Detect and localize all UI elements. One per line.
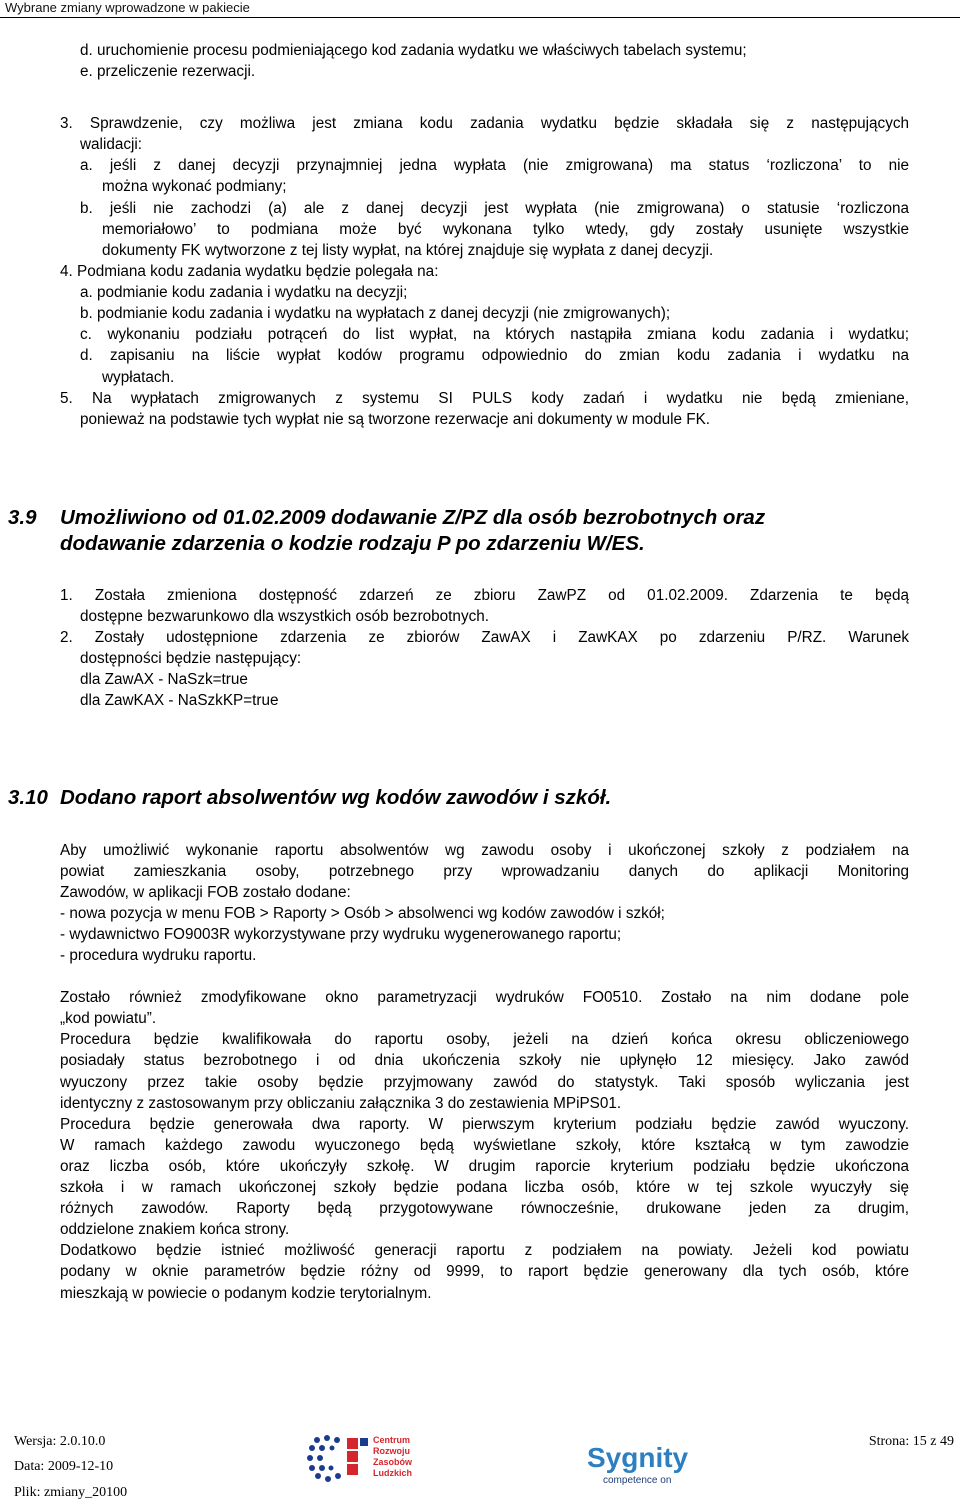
paragraph-line: - nowa pozycja w menu FOB > Raporty > Osób > absolwenci wg kodów zawodów i szkół; xyxy=(60,905,665,922)
footer-version: Wersja: 2.0.10.0 xyxy=(14,1434,106,1449)
paragraph-line: podany w oknie parametrów będzie różny od 9999, to raport będzie generowany dla tych osób, które xyxy=(60,1263,909,1280)
sygnity-logo xyxy=(585,1437,705,1492)
list-item: c. wykonaniu podziału potrąceń do list wypłat, na których nastąpiła zmiana kodu zadania i wydatku; xyxy=(80,326,909,343)
list-item: 3. Sprawdzenie, czy możliwa jest zmiana kodu zadania wydatku będzie składała się z następujących xyxy=(60,115,909,132)
list-item: 5. Na wypłatach zmigrowanych z systemu SI PULS kody zadań i wydatku nie będą zmieniane, xyxy=(60,390,909,407)
paragraph-line: „kod powiatu”. xyxy=(60,1010,157,1027)
sygnity-logo-name: Sygnity xyxy=(587,1442,689,1473)
list-item: wypłatach. xyxy=(102,369,175,386)
footer-page-number: Strona: 15 z 49 xyxy=(868,1434,954,1449)
list-item: ponieważ na podstawie tych wypłat nie są tworzone rezerwacje ani dokumenty w module FK. xyxy=(80,411,711,428)
paragraph-line: Procedura będzie kwalifikowała do raportu osoby, jeżeli na dzień końca okresu obliczeniowego xyxy=(60,1031,909,1048)
paragraph-line: oddzielone znakiem końca strony. xyxy=(60,1221,290,1238)
paragraph-line: Aby umożliwić wykonanie raportu absolwentów wg zawodu osoby i ukończonej szkoły z podziałem na xyxy=(60,842,909,859)
list-item: walidacji: xyxy=(80,136,143,153)
paragraph-line: mieszkają w powiecie o podanym kodzie terytorialnym. xyxy=(60,1285,432,1302)
paragraph-line: wyuczony przez takie osoby będzie przyjmowany zawód do statystyk. Taki sposób wyliczania jest xyxy=(60,1074,909,1091)
list-item: e. przeliczenie rezerwacji. xyxy=(80,63,256,80)
paragraph-line: identyczny z zastosowanym przy obliczaniu załącznika 3 do zestawienia MPiPS01. xyxy=(60,1095,622,1112)
paragraph-line: - procedura wydruku raportu. xyxy=(60,947,257,964)
paragraph-line: posiadały status bezrobotnego i od dnia ukończenia szkoły nie upłynęło 12 miesięcy. Jako zawód xyxy=(60,1052,909,1069)
sygnity-logo-icon xyxy=(585,1437,705,1492)
crzl-logo xyxy=(305,1432,435,1488)
list-item: dla ZawAX - NaSzk=true xyxy=(80,671,248,688)
paragraph-line: - wydawnictwo FO9003R wykorzystywane przy wydruku wygenerowanego raportu; xyxy=(60,926,622,943)
list-item: 2. Zostały udostępnione zdarzenia ze zbiorów ZawAX i ZawKAX po zdarzeniu P/RZ. Warunek xyxy=(60,629,909,646)
paragraph-line: W ramach każdego zawodu wyuczonego będą wyświetlane szkoły, które kształcą w tym zawodzie xyxy=(60,1137,909,1154)
footer-file: Plik: zmiany_20100 xyxy=(14,1485,128,1500)
crzl-logo-word: Ludzkich xyxy=(373,1468,413,1478)
list-item: d. zapisaniu na liście wypłat kodów programu odpowiednio do zmian kodu zadania i wydatku na xyxy=(80,347,909,364)
list-item: b. jeśli nie zachodzi (a) ale z danej decyzji jest wypłata (nie zmigrowana) o statusie ‘rozliczona xyxy=(80,200,909,217)
crzl-logo-word: Centrum xyxy=(373,1435,411,1445)
list-item: dostępności będzie następujący: xyxy=(80,650,302,667)
crzl-logo-word: Zasobów xyxy=(373,1457,413,1467)
list-item: a. podmianie kodu zadania i wydatku na decyzji; xyxy=(80,284,408,301)
list-item: dostępne bezwarunkowo dla wszystkich osób bezrobotnych. xyxy=(80,608,489,625)
section-title: Dodano raport absolwentów wg kodów zawodów i szkół. xyxy=(60,786,612,809)
section-number: 3.9 xyxy=(8,506,37,529)
header-divider xyxy=(0,17,960,18)
section-number: 3.10 xyxy=(8,786,48,809)
crzl-logo-word: Rozwoju xyxy=(373,1446,410,1456)
sygnity-logo-tagline: competence on xyxy=(603,1475,672,1486)
list-item: memoriałowo’ to podmiana może być wykonana tylko wtedy, gdy zostały usunięte wszystkie xyxy=(102,221,909,238)
list-item: 1. Została zmieniona dostępność zdarzeń ze zbioru ZawPZ od 01.02.2009. Zdarzenia te będą xyxy=(60,587,909,604)
list-item: dokumenty FK wytworzone z tej listy wypłat, na której znajduje się wypłata z danej decyzji. xyxy=(102,242,714,259)
crzl-logo-icon xyxy=(305,1432,435,1488)
list-item: d. uruchomienie procesu podmieniającego kod zadania wydatku we właściwych tabelach systemu; xyxy=(80,42,747,59)
list-item: dla ZawKAX - NaSzkKP=true xyxy=(80,692,279,709)
list-item: można wykonać podmiany; xyxy=(102,178,287,195)
section-title: Umożliwiono od 01.02.2009 dodawanie Z/PZ dla osób bezrobotnych oraz xyxy=(60,506,766,529)
paragraph-line: Zostało również zmodyfikowane okno parametryzacji wydruków FO0510. Zostało na nim dodane pole xyxy=(60,989,909,1006)
paragraph-line: różnych zawodów. Raporty będą przygotowywane równocześnie, drukowane jeden za drugim, xyxy=(60,1200,909,1217)
list-item: a. jeśli z danej decyzji przynajmniej jedna wypłata (nie zmigrowana) ma status ‘rozliczona’ to nie xyxy=(80,157,909,174)
paragraph-line: Zawodów, w aplikacji FOB zostało dodane: xyxy=(60,884,351,901)
section-title: dodawanie zdarzenia o kodzie rodzaju P po zdarzeniu W/ES. xyxy=(60,532,645,555)
paragraph-line: oraz liczba osób, które ukończyły szkołę. W drugim raporcie kryterium podziału będzie ukończona xyxy=(60,1158,909,1175)
paragraph-line: Dodatkowo będzie istnieć możliwość generacji raportu z podziałem na powiaty. Jeżeli kod powiatu xyxy=(60,1242,909,1259)
list-item: b. podmianie kodu zadania i wydatku na wypłatach z danej decyzji (nie zmigrowanych); xyxy=(80,305,671,322)
document-header-title: Wybrane zmiany wprowadzone w pakiecie xyxy=(5,0,250,15)
footer-date: Data: 2009-12-10 xyxy=(14,1459,114,1474)
paragraph-line: szkoła i w ramach ukończonej szkoły będzie podana liczba osób, które w tej szkole wyuczyły się xyxy=(60,1179,909,1196)
paragraph-line: Procedura będzie generowała dwa raporty. W pierwszym kryterium podziału będzie zawód wyuczony. xyxy=(60,1116,909,1133)
paragraph-line: powiat zamieszkania osoby, potrzebnego przy wprowadzaniu danych do aplikacji Monitoring xyxy=(60,863,909,880)
list-item: 4. Podmiana kodu zadania wydatku będzie polegała na: xyxy=(60,263,439,280)
